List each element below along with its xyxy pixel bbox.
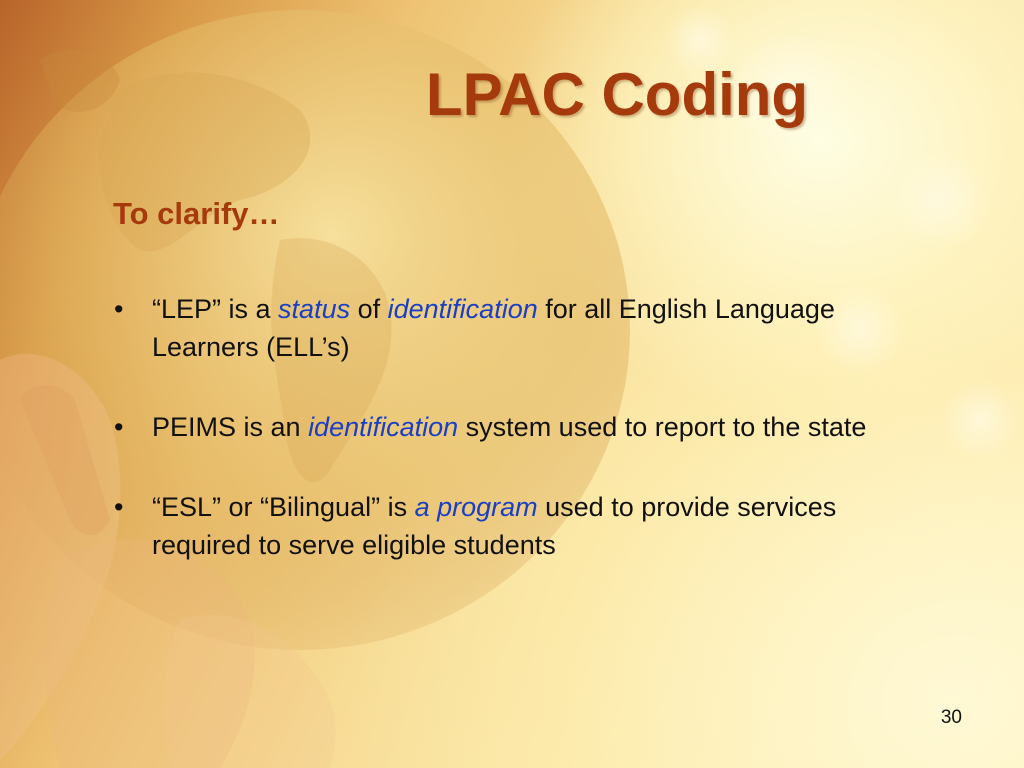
bullet-marker: • (114, 294, 124, 324)
bullet-marker: • (114, 492, 124, 522)
emphasized-text: a program (414, 492, 538, 522)
slide-title: LPAC Coding (425, 61, 809, 128)
emphasized-text: identification (387, 294, 538, 324)
bullet-marker: • (114, 412, 124, 442)
bullet-text: system used to report to the state (458, 412, 867, 442)
bullet-list (112, 290, 872, 606)
page-number: 30 (940, 707, 962, 728)
bullet-item (112, 488, 872, 564)
emphasized-text: status (278, 294, 351, 324)
bullet-text: used to provide services required to serve eligible students (152, 492, 837, 560)
slide-subtitle: To clarify… (113, 196, 280, 231)
bullet-text: “ESL” or “Bilingual” is (152, 492, 415, 522)
bullet-item (112, 408, 872, 446)
bullet-text: of (350, 294, 388, 324)
bullet-text: “LEP” is a (152, 294, 279, 324)
bullet-text: PEIMS is an (152, 412, 309, 442)
emphasized-text: identification (308, 412, 459, 442)
bullet-item (112, 290, 872, 366)
bullet-text: for all English Language Learners (ELL’s) (152, 294, 835, 362)
